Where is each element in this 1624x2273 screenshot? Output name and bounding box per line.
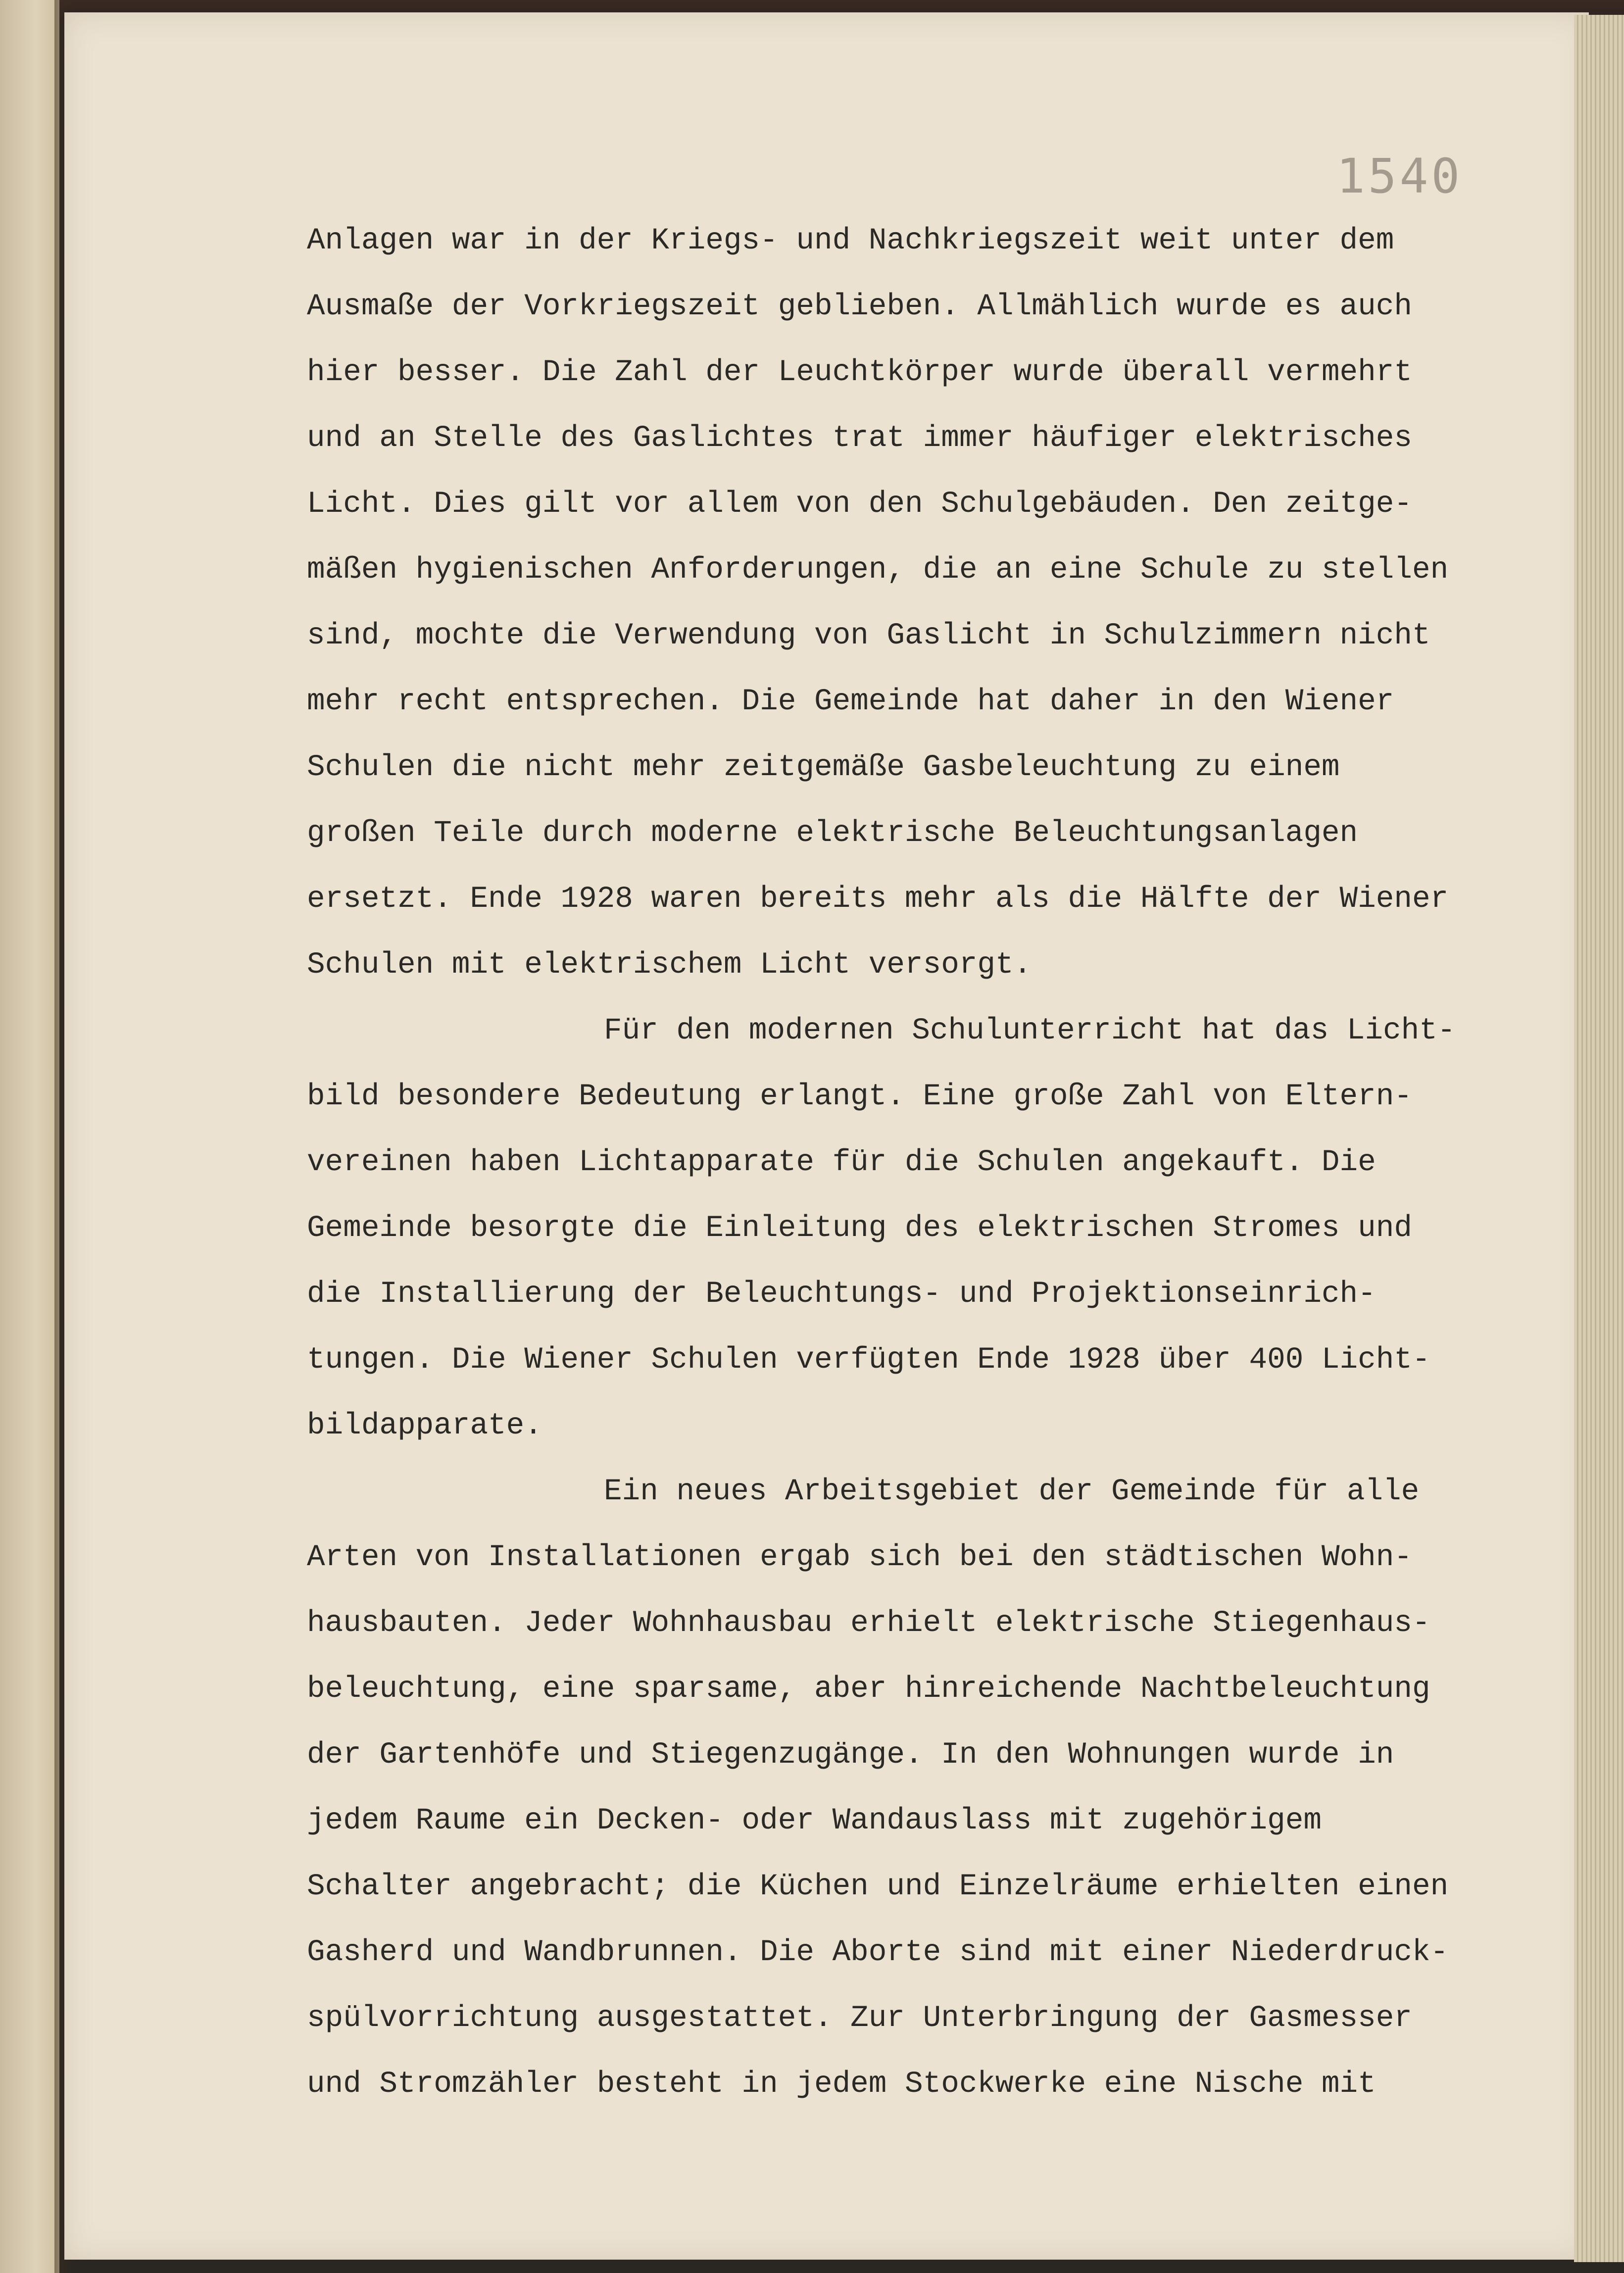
text-line: tungen. Die Wiener Schulen verfügten Ende 1928 über 400 Licht- (307, 1343, 1430, 1377)
text-line: Gasherd und Wandbrunnen. Die Aborte sind mit einer Niederdruck- (307, 1935, 1449, 1970)
text-line: Schulen mit elektrischem Licht versorgt. (307, 948, 1032, 982)
text-line: mehr recht entsprechen. Die Gemeinde hat daher in den Wiener (307, 685, 1394, 719)
text-line: sind, mochte die Verwendung von Gaslicht in Schulzimmern nicht (307, 619, 1430, 653)
text-line: und an Stelle des Gaslichtes trat immer häufiger elektrisches (307, 421, 1412, 455)
text-line: hausbauten. Jeder Wohnhausbau erhielt elektrische Stiegenhaus- (307, 1606, 1430, 1640)
text-line: Ausmaße der Vorkriegszeit geblieben. Allmählich wurde es auch (307, 290, 1412, 324)
text-line: bild besondere Bedeutung erlangt. Eine große Zahl von Eltern- (307, 1080, 1412, 1114)
text-line: Schulen die nicht mehr zeitgemäße Gasbeleuchtung zu einem (307, 750, 1340, 785)
text-line: Schalter angebracht; die Küchen und Einzelräume erhielten einen (307, 1870, 1449, 1904)
text-line: mäßen hygienischen Anforderungen, die an eine Schule zu stellen (307, 553, 1449, 587)
text-line: Arten von Installationen ergab sich bei den städtischen Wohn- (307, 1540, 1412, 1575)
facing-page-edge (0, 0, 59, 2273)
page-number: 1540 (1336, 148, 1463, 204)
paragraph-start-line: Für den modernen Schulunterricht hat das Licht- (604, 1014, 1456, 1048)
text-line: der Gartenhöfe und Stiegenzugänge. In den Wohnungen wurde in (307, 1738, 1394, 1772)
text-line: hier besser. Die Zahl der Leuchtkörper wurde überall vermehrt (307, 355, 1412, 390)
text-line: bildapparate. (307, 1409, 542, 1443)
paragraph-start-line: Ein neues Arbeitsgebiet der Gemeinde für alle (604, 1475, 1420, 1509)
text-line: ersetzt. Ende 1928 waren bereits mehr als die Hälfte der Wiener (307, 882, 1449, 916)
text-line: die Installierung der Beleuchtungs- und Projektionseinrich- (307, 1277, 1376, 1311)
text-line: spülvorrichtung ausgestattet. Zur Unterbringung der Gasmesser (307, 2001, 1412, 2035)
text-line: Anlagen war in der Kriegs- und Nachkriegszeit weit unter dem (307, 224, 1394, 258)
text-line: Gemeinde besorgte die Einleitung des elektrischen Stromes und (307, 1211, 1412, 1245)
text-line: Licht. Dies gilt vor allem von den Schulgebäuden. Den zeitge- (307, 487, 1412, 521)
text-line: vereinen haben Lichtapparate für die Schulen angekauft. Die (307, 1145, 1376, 1180)
text-line: großen Teile durch moderne elektrische Beleuchtungsanlagen (307, 816, 1358, 850)
text-line: beleuchtung, eine sparsame, aber hinreichende Nachtbeleuchtung (307, 1672, 1430, 1706)
typewritten-text (307, 208, 1594, 2117)
text-line: jedem Raume ein Decken- oder Wandauslass mit zugehörigem (307, 1804, 1322, 1838)
text-line: und Stromzähler besteht in jedem Stockwerke eine Nische mit (307, 2067, 1376, 2101)
